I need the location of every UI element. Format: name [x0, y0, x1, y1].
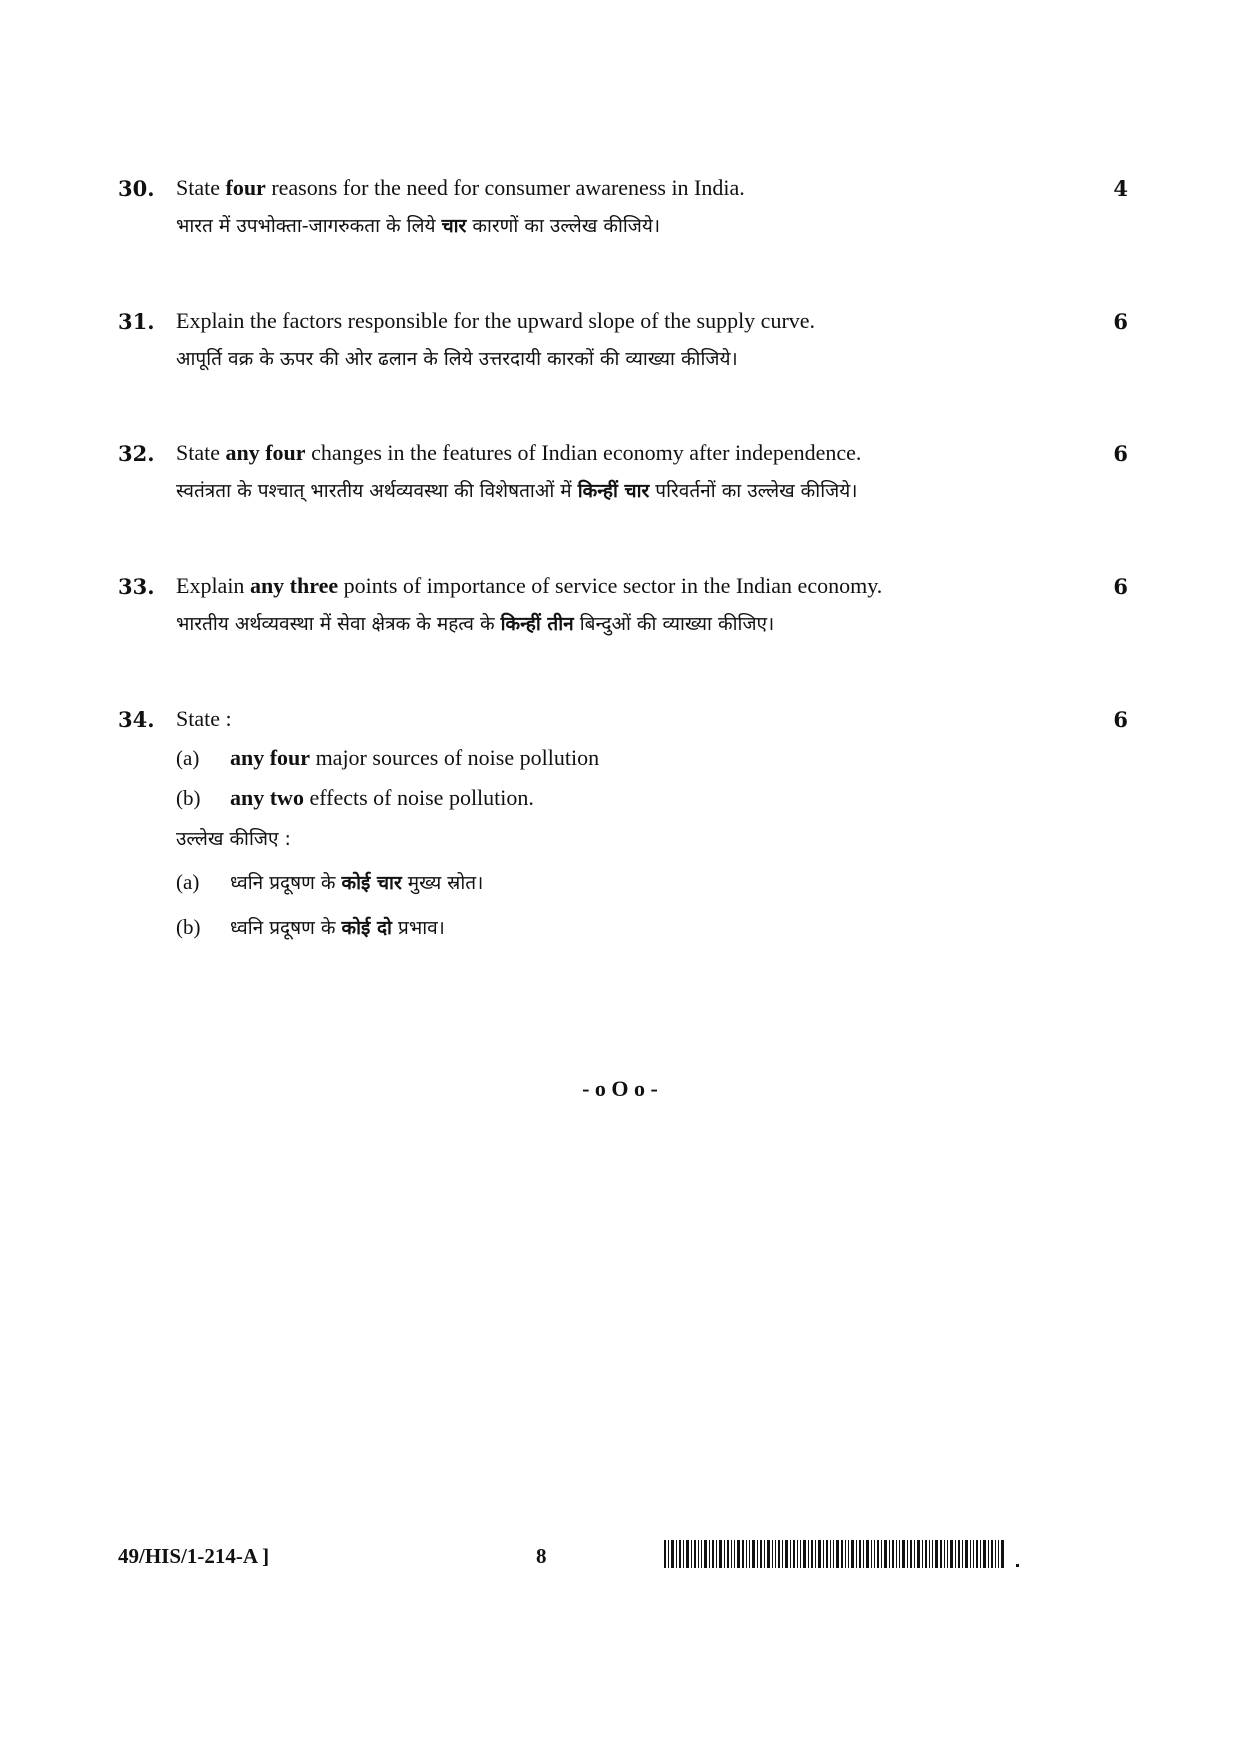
- question-number: 34.: [118, 707, 155, 732]
- question-text-hindi: आपूर्ति वक्र के ऊपर की ओर ढलान के लिये उत्तरदायी कारकों की व्याख्या कीजिये।: [176, 348, 738, 370]
- question-text-english: Explain any three points of importance of service sector in the Indian economy.: [176, 573, 883, 598]
- question-marks: 6: [1113, 309, 1128, 334]
- question-number: 30.: [118, 176, 155, 201]
- question-part-b-english: (b) any two effects of noise pollution.: [176, 785, 534, 810]
- question-text-english: Explain the factors responsible for the upward slope of the supply curve.: [176, 308, 816, 333]
- question-intro-hindi: उल्लेख कीजिए :: [176, 828, 291, 850]
- barcode-icon: [664, 1540, 1024, 1570]
- question-text-hindi: भारतीय अर्थव्यवस्था में सेवा क्षेत्रक के महत्व के किन्हीं तीन बिन्दुओं की व्याख्या कीजिए।: [176, 613, 775, 635]
- question-number: 32.: [118, 441, 155, 466]
- question-marks: 4: [1113, 176, 1128, 201]
- question-text-hindi: स्वतंत्रता के पश्चात् भारतीय अर्थव्यवस्था की विशेषताओं में किन्हीं चार परिवर्तनों का उल्लेख कीजिये।: [176, 480, 858, 502]
- question-marks: 6: [1113, 574, 1128, 599]
- question-marks: 6: [1113, 441, 1128, 466]
- page-number: 8: [536, 1544, 547, 1568]
- question-number: 31.: [118, 309, 155, 334]
- question-number: 33.: [118, 574, 155, 599]
- end-of-paper-mark: - o O o -: [582, 1076, 658, 1101]
- question-part-a-english: (a) any four major sources of noise pollution: [176, 745, 600, 770]
- question-text-hindi: भारत में उपभोक्ता-जागरुकता के लिये चार कारणों का उल्लेख कीजिये।: [176, 215, 661, 237]
- question-intro-english: State :: [176, 706, 232, 731]
- question-text-english: State four reasons for the need for consumer awareness in India.: [176, 175, 745, 200]
- question-part-b-hindi: (b) ध्वनि प्रदूषण के कोई दो प्रभाव।: [176, 915, 445, 939]
- question-text-english: State any four changes in the features of Indian economy after independence.: [176, 440, 862, 465]
- question-marks: 6: [1113, 707, 1128, 732]
- paper-code: 49/HIS/1-214-A ]: [118, 1544, 270, 1568]
- question-part-a-hindi: (a) ध्वनि प्रदूषण के कोई चार मुख्य स्रोत।: [176, 870, 484, 894]
